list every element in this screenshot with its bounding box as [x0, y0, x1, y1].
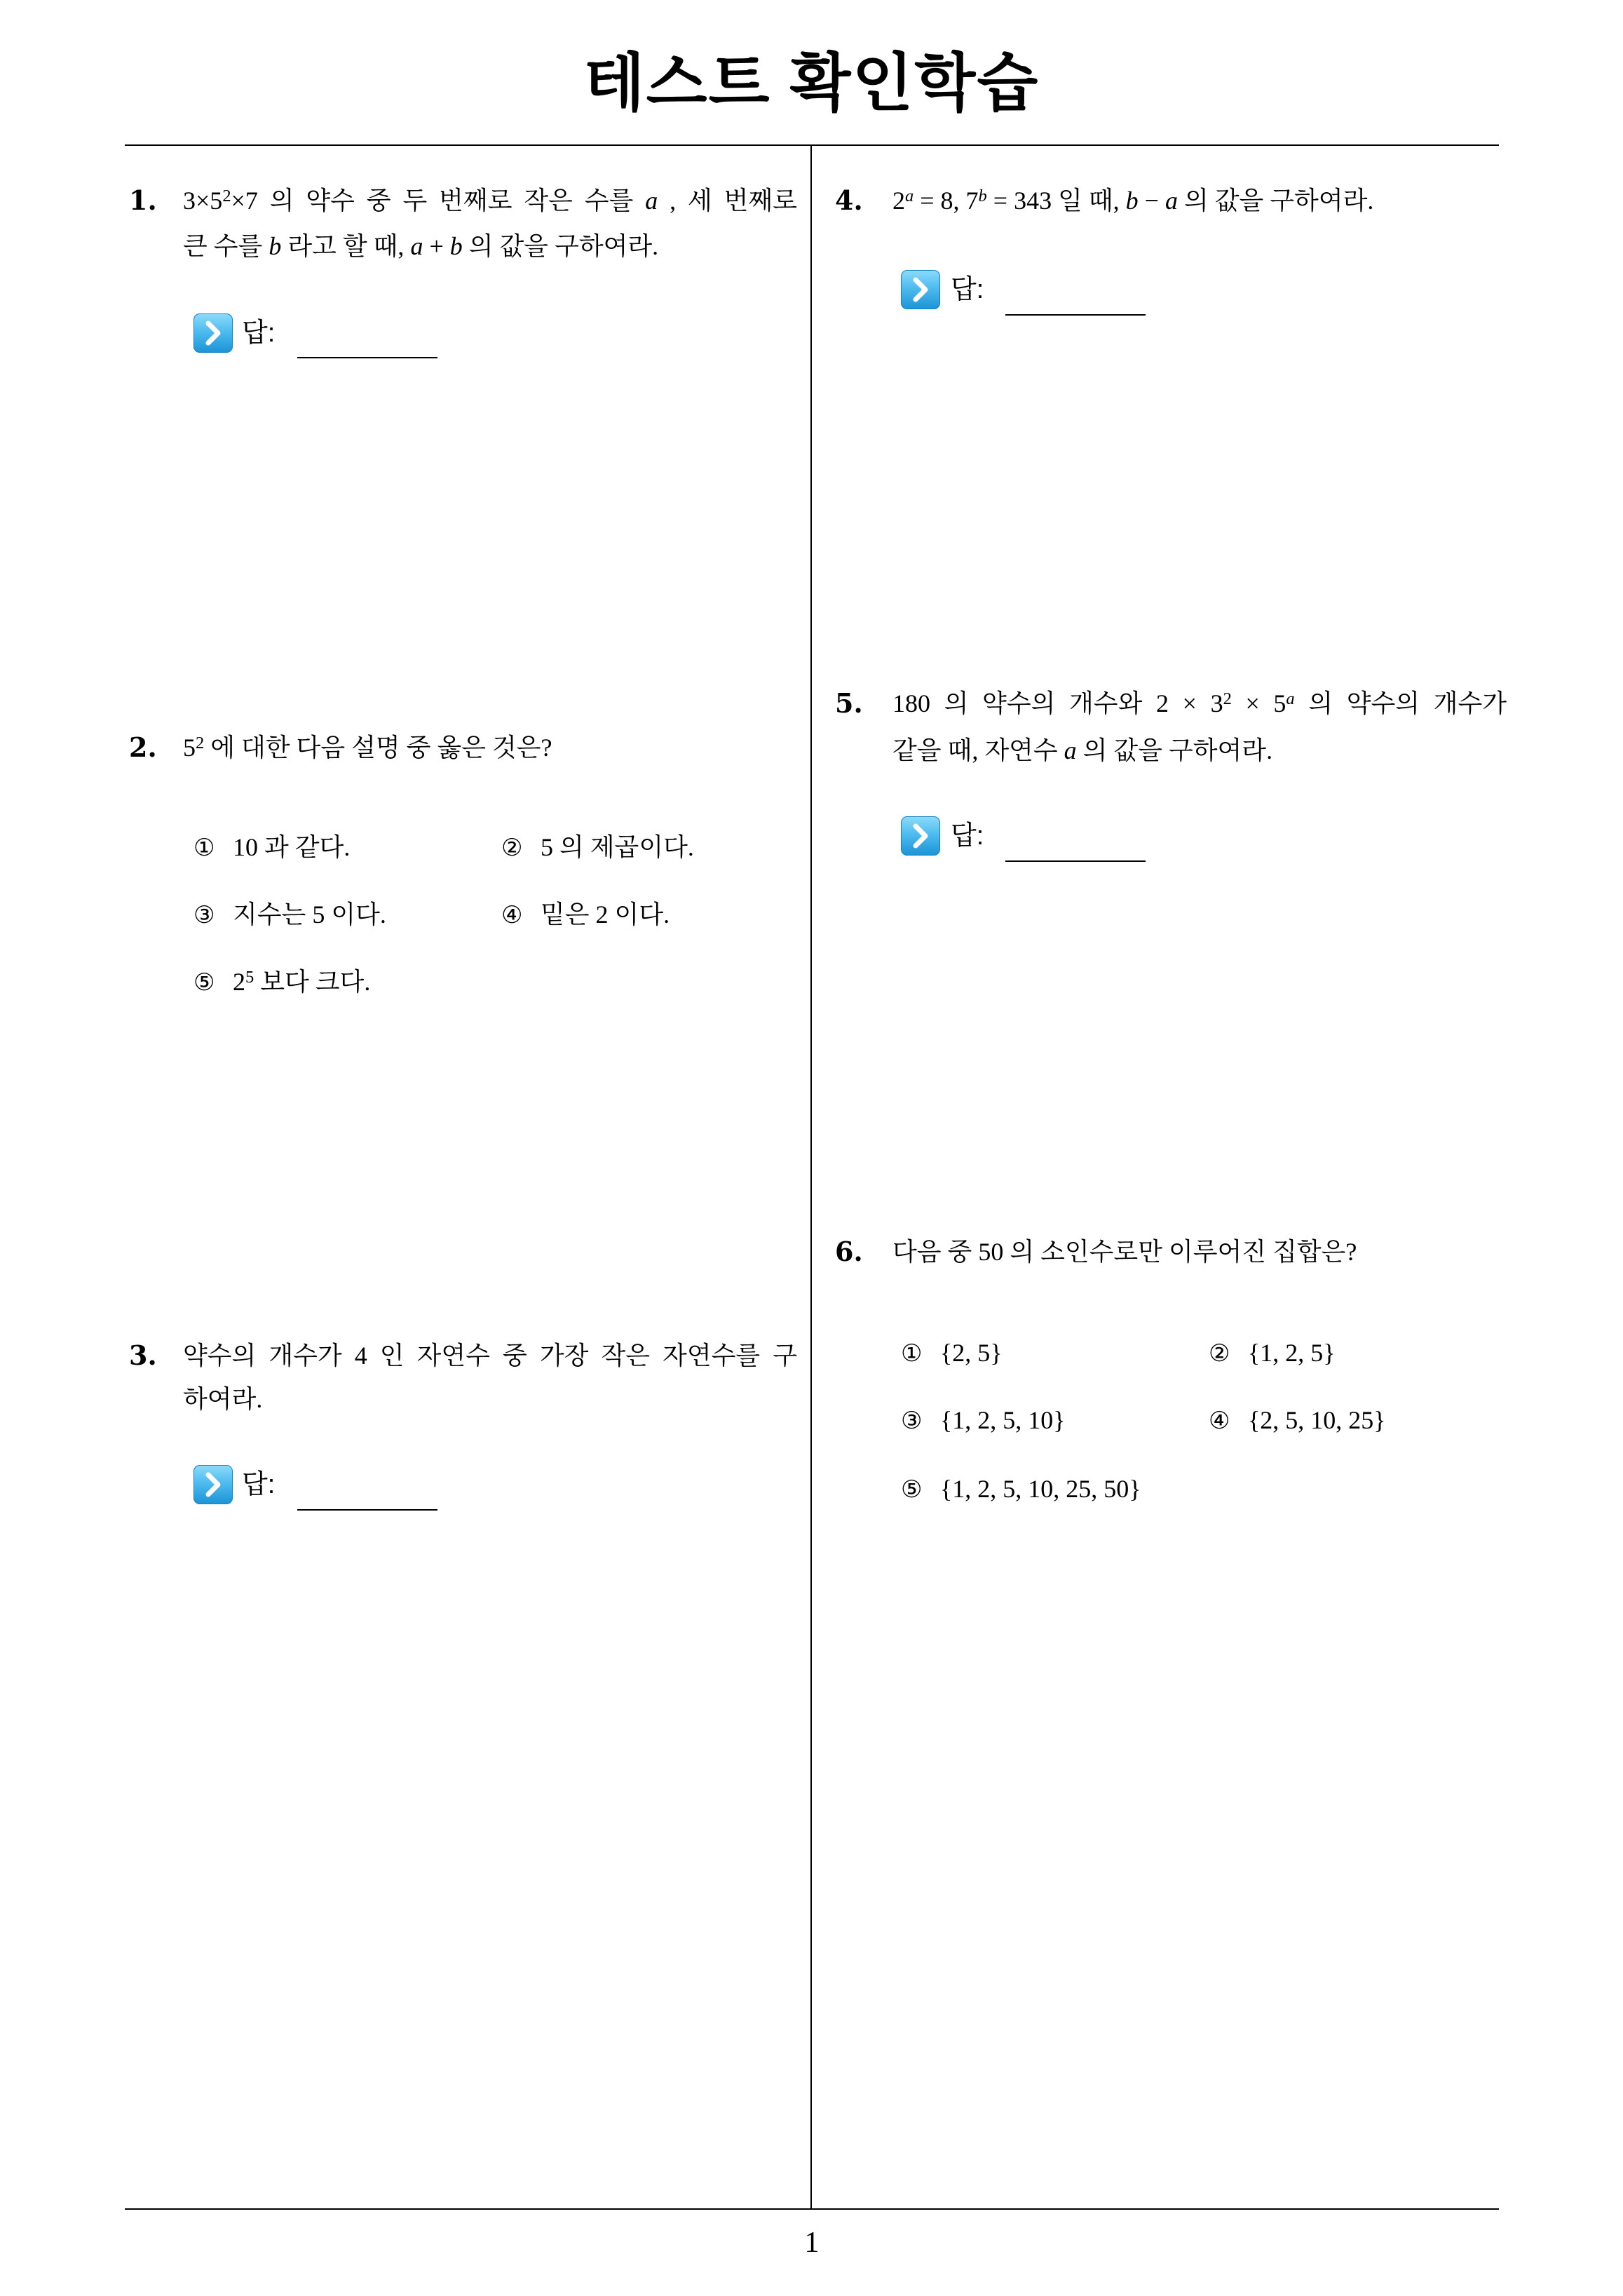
exponent: 2 — [196, 733, 205, 752]
math-expression: 3×5 — [183, 187, 223, 215]
choice-4 — [501, 893, 670, 936]
question-text: = 343 일 때, — [986, 187, 1126, 215]
exponent: 2 — [222, 186, 231, 205]
choice-5 — [901, 1468, 1141, 1510]
question-1-line-1 — [183, 180, 797, 222]
math-expression: 2 — [892, 187, 905, 215]
header-rule — [125, 144, 1499, 146]
page-title: 테스트 확인학습 — [583, 48, 1040, 119]
question-number: 6. — [835, 1236, 863, 1267]
question-3-line-1 — [183, 1335, 797, 1377]
choice-marker: ④ — [501, 901, 523, 929]
answer-label: 답: — [951, 275, 984, 304]
math-variable: a — [410, 232, 423, 260]
choice-text: {1, 2, 5} — [1248, 1339, 1336, 1367]
choice-marker: ① — [901, 1339, 923, 1368]
choice-1 — [901, 1332, 1003, 1374]
choice-text: 5 의 제곱이다. — [541, 833, 694, 861]
choice-2 — [1209, 1332, 1336, 1374]
answer-blank-line — [297, 357, 437, 358]
question-2-line-1 — [183, 727, 552, 769]
choice-text: 지수는 5 이다. — [233, 900, 386, 928]
question-text: 같을 때, 자연수 — [892, 736, 1064, 764]
math-variable: a — [645, 187, 658, 215]
choice-4 — [1209, 1399, 1386, 1441]
question-text: 의 약수의 개수가 — [1294, 689, 1507, 717]
question-text: , 세 번째로 — [658, 187, 797, 215]
question-text: 큰 수를 — [183, 232, 269, 260]
chevron-shape — [208, 323, 218, 343]
choice-3 — [193, 893, 386, 936]
question-text: 의 값을 구하여라. — [1076, 736, 1273, 764]
choice-text: 보다 크다. — [254, 968, 371, 996]
math-variable: a — [1064, 736, 1077, 764]
choice-marker: ① — [193, 834, 215, 862]
choice-text: {1, 2, 5, 10, 25, 50} — [940, 1475, 1141, 1503]
choice-marker: ④ — [1209, 1407, 1230, 1435]
choice-marker: ③ — [901, 1407, 923, 1435]
chevron-right-icon — [901, 816, 940, 856]
math-variable: b — [1125, 187, 1139, 215]
question-text: 다음 중 50 의 소인수로만 이루어진 집합은? — [892, 1238, 1357, 1266]
column-divider — [810, 145, 812, 2209]
choice-text: 2 — [233, 968, 245, 996]
choice-marker: ⑤ — [193, 968, 215, 997]
answer-blank-line — [1005, 860, 1146, 862]
choice-text: {2, 5, 10, 25} — [1248, 1406, 1386, 1434]
question-text: ×7 의 약수 중 두 번째로 작은 수를 — [231, 187, 646, 215]
answer-label: 답: — [242, 1470, 276, 1499]
question-number: 3. — [129, 1339, 157, 1371]
math-expression: 5 — [183, 734, 196, 762]
math-operator: − — [1138, 187, 1165, 215]
question-5-line-2 — [892, 729, 1272, 771]
question-text: 라고 할 때, — [281, 232, 411, 260]
chevron-right-icon — [193, 313, 233, 353]
question-number: 4. — [835, 184, 863, 216]
footer-rule — [125, 2208, 1499, 2210]
answer-blank-line — [1005, 314, 1146, 316]
choice-text: {1, 2, 5, 10} — [940, 1406, 1066, 1434]
question-text: 의 값을 구하여라. — [462, 232, 659, 260]
question-text: 180 의 약수의 개수와 2 × 3 — [892, 689, 1223, 717]
exponent: b — [978, 186, 987, 205]
math-variable: b — [269, 232, 282, 260]
page-number: 1 — [804, 2227, 820, 2259]
choice-text: 밑은 2 이다. — [541, 900, 670, 928]
question-5-line-1 — [892, 682, 1507, 724]
math-variable: b — [449, 232, 463, 260]
exponent: 2 — [1223, 689, 1232, 708]
answer-label: 답: — [242, 318, 276, 348]
exponent: 5 — [245, 967, 254, 987]
answer-arrow-icon — [901, 816, 940, 856]
math-expression: = 8, 7 — [914, 187, 979, 215]
math-variable: a — [1164, 187, 1178, 215]
choice-1 — [193, 826, 350, 868]
question-3-line-2 — [183, 1378, 262, 1420]
question-text: 하여라. — [183, 1385, 263, 1413]
choice-marker: ② — [501, 834, 523, 862]
question-text: 약수의 개수가 4 인 자연수 중 가장 작은 자연수를 구 — [183, 1342, 797, 1370]
question-number: 5. — [835, 687, 863, 719]
choice-3 — [901, 1399, 1066, 1441]
question-number: 2. — [129, 731, 157, 763]
exponent: a — [1286, 689, 1295, 708]
answer-arrow-icon — [193, 313, 233, 353]
answer-blank-line — [297, 1509, 437, 1511]
exponent: a — [905, 186, 914, 205]
question-number: 1. — [129, 184, 157, 216]
answer-arrow-icon — [901, 270, 940, 309]
chevron-right-icon — [193, 1465, 233, 1504]
math-expression: × 5 — [1231, 689, 1286, 717]
choice-text: {2, 5} — [940, 1339, 1003, 1367]
choice-5 — [193, 961, 370, 1003]
question-4-line-1 — [892, 180, 1373, 222]
choice-marker: ⑤ — [901, 1475, 923, 1504]
choice-text: 10 과 같다. — [233, 833, 351, 861]
chevron-shape — [916, 826, 925, 846]
answer-label: 답: — [951, 821, 984, 851]
question-6-line-1 — [892, 1231, 1357, 1273]
chevron-shape — [208, 1475, 218, 1494]
choice-2 — [501, 826, 694, 868]
chevron-right-icon — [901, 270, 940, 309]
question-text: 에 대한 다음 설명 중 옳은 것은? — [204, 734, 552, 762]
choice-marker: ③ — [193, 901, 215, 929]
math-operator: + — [423, 232, 450, 260]
chevron-shape — [916, 280, 925, 299]
question-text: 의 값을 구하여라. — [1177, 187, 1374, 215]
question-1-line-2 — [183, 225, 658, 267]
choice-marker: ② — [1209, 1339, 1230, 1368]
answer-arrow-icon — [193, 1465, 233, 1504]
